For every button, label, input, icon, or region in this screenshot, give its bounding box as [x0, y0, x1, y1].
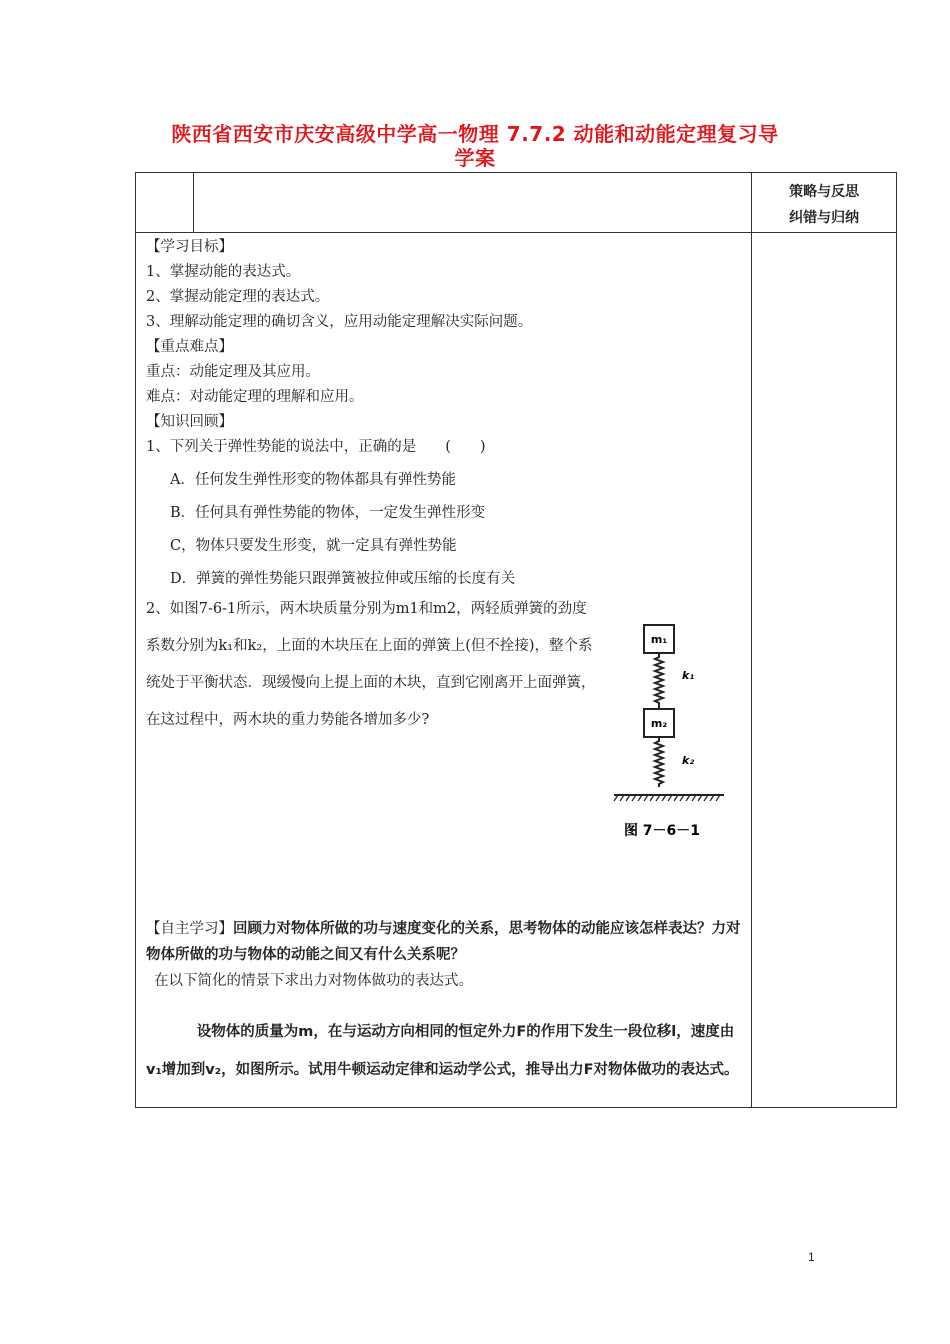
spring-k2 — [655, 737, 663, 787]
label-k1: k₁ — [682, 669, 695, 682]
header-cell-blank-2 — [193, 173, 752, 233]
worksheet-table — [135, 172, 897, 1108]
header-cell-strategy — [752, 173, 897, 233]
strategy-column-cell — [752, 233, 897, 1108]
objectives-heading: 【学习目标】 — [146, 239, 233, 255]
label-m1: m₁ — [650, 633, 668, 646]
header-cell-blank-1 — [136, 173, 194, 233]
figure-caption: 图 7－6－1 — [623, 823, 701, 839]
title-line-1: 陕西省西安市庆安高级中学高一物理 7.7.2 动能和动能定理复习导 — [171, 122, 779, 146]
key-points-heading: 【重点难点】 — [146, 339, 233, 355]
objective-item-2: 2、掌握动能定理的表达式。 — [146, 289, 330, 305]
self-study-intro: 回顾力对物体所做的功与速度变化的关系，思考物体的动能应该怎样表达？力对物体所做的功与物体的动能之间又有什么关系呢？ — [146, 921, 741, 963]
review-question-1: 1、下列关于弹性势能的说法中，正确的是 ( ) — [146, 439, 486, 455]
objective-item-1: 1、掌握动能的表达式。 — [146, 264, 301, 280]
self-study-task: 设物体的质量为m，在与运动方向相同的恒定外力F的作用下发生一段位移l，速度由v₁增加到v₂，如图所示。试用牛顿运动定律和运动学公式，推导出力F对物体做功的表达式。 — [146, 1024, 739, 1078]
option-a: A．任何发生弹性形变的物体都具有弹性势能 — [170, 472, 456, 488]
document-title — [120, 122, 830, 170]
objective-item-3: 3、理解动能定理的确切含义，应用动能定理解决实际问题。 — [146, 314, 533, 330]
content-cell — [136, 233, 752, 1108]
option-c: C，物体只要发生形变，就一定具有弹性势能 — [170, 538, 457, 554]
key-point-difficulty: 难点：对动能定理的理解和应用。 — [146, 389, 364, 405]
label-m2: m₂ — [650, 717, 668, 730]
ground-and-caption — [604, 787, 744, 847]
spring-k1 — [655, 653, 663, 709]
self-study-heading: 【自主学习】 — [146, 921, 233, 937]
review-question-2: 2、如图7-6-1所示，两木块质量分别为m1和m2，两轻质弹簧的劲度系数分别为k₁和k₂，上面的木块压在上面的弹簧上(但不拴接)，整个系统处于平衡状态．现缓慢向上提上面的木块，直到它刚离开上面弹簧，在这过程中，两木块的重力势能各增加多少? — [146, 601, 596, 728]
spring-block-figure — [604, 559, 744, 787]
option-d: D．弹簧的弹性势能只跟弹簧被拉伸或压缩的长度有关 — [170, 571, 516, 587]
header-correction-label: 纠错与归纳 — [789, 210, 860, 226]
self-study-sub: 在以下简化的情景下求出力对物体做功的表达式。 — [154, 973, 473, 989]
key-point-focus: 重点：动能定理及其应用。 — [146, 364, 320, 380]
self-study-paragraph — [146, 916, 746, 968]
title-line-2: 学案 — [454, 146, 496, 170]
option-b: B．任何具有弹性势能的物体，一定发生弹性形变 — [170, 505, 486, 521]
header-strategy-label: 策略与反思 — [789, 184, 860, 200]
review-heading: 【知识回顾】 — [146, 414, 233, 430]
label-k2: k₂ — [682, 754, 695, 767]
page-number: 1 — [808, 1250, 815, 1264]
